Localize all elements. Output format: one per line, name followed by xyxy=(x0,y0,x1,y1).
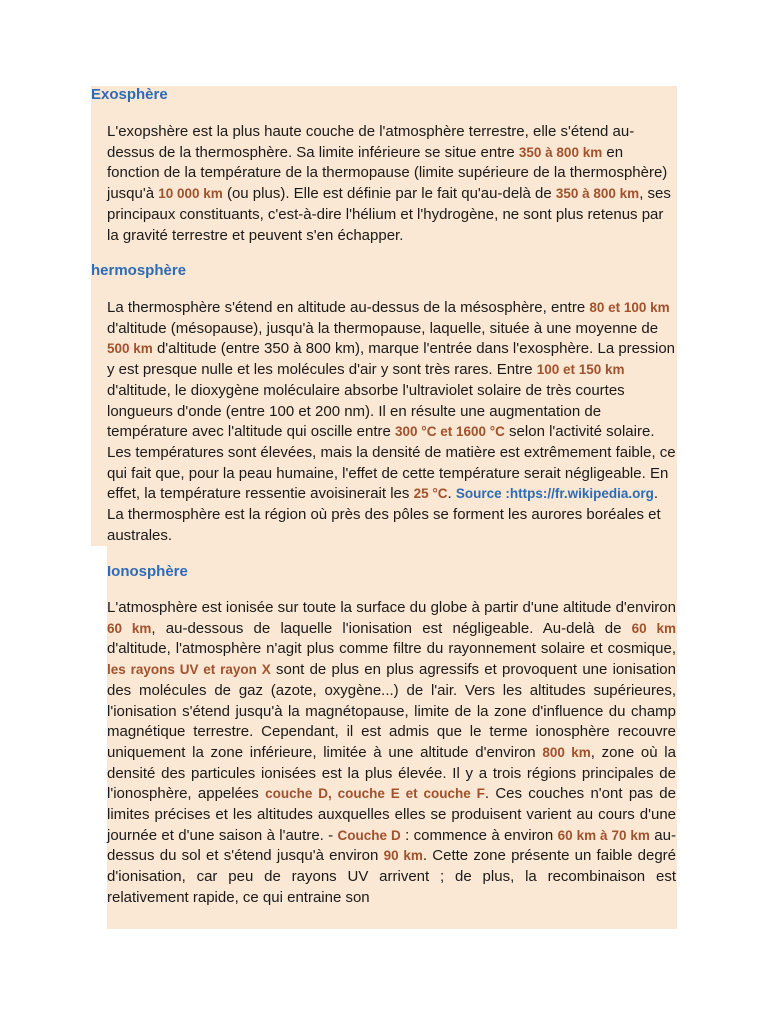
emphasis-value: les rayons UV et rayon X xyxy=(107,662,271,678)
text-run: . La thermosphère est la région où près des pôles se forment les aurores boréales et australes. xyxy=(107,485,661,544)
emphasis-value: 10 000 km xyxy=(158,186,223,202)
emphasis-value: 60 km à 70 km xyxy=(557,827,650,843)
text-run: d'altitude, le dioxygène moléculaire absorbe l'ultraviolet solaire de très courtes longueurs d'onde (entre 100 et 200 nm). Il en résulte une augmentation de température avec l'altitude qui oscille entre xyxy=(107,381,625,441)
section-title-ionosphere: Ionosphère xyxy=(107,563,188,580)
emphasis-value: couche D, couche E et couche F xyxy=(265,786,485,802)
text-run: en fonction de la température de la thermopause (limite supérieure de la thermosphère) jusqu'à xyxy=(107,143,668,203)
emphasis-value: 60 km xyxy=(631,620,677,636)
text-run: L'atmosphère est ionisée sur toute la surface du globe à partir d'une altitude d'environ xyxy=(107,599,676,616)
section-title-exosphere: Exosphère xyxy=(91,86,168,103)
text-run: La thermosphère s'étend en altitude au-dessus de la mésosphère, entre xyxy=(107,299,590,316)
paragraph-thermosphere xyxy=(107,298,677,546)
emphasis-value: 100 et 150 km xyxy=(536,362,625,378)
text-run: d'altitude, l'atmosphère n'agit plus comme filtre du rayonnement solaire et cosmique, xyxy=(107,640,676,658)
text-run: d'altitude (entre 350 à 800 km), marque l'entrée dans l'exosphère. La pression y est presque nulle et les molécules d'air y sont très rares. Entre xyxy=(107,340,676,379)
text-run: L'exopshère est la plus haute couche de l'atmosphère terrestre, elle s'étend au-dessus de la thermosphère. Sa limite inférieure se situe entre xyxy=(107,123,635,161)
paragraph-exosphere xyxy=(107,122,677,246)
text-run: , au-dessous de laquelle l'ionisation est négligeable. Au-delà de xyxy=(151,619,632,637)
text-run: , zone où la densité des particules ionisées est la plus élevée. Il y a trois régions principales de l'ionosphère, appelées xyxy=(107,743,676,803)
emphasis-value: 350 à 800 km xyxy=(518,144,603,160)
text-run: sont de plus en plus agressifs et provoquent une ionisation des molécules de gaz (azote, oxygène...) de l'air. Vers les altitudes supérieures, l'ionisation s'étend jusqu'à la magnétopause, limite de la zone d'influence du champ magnétique terrestre. Cependant, il est admis que le terme ionosphère recouvre uniquement la zone inférieure, limitée à une altitude d'environ xyxy=(107,661,676,761)
paragraph-ionosphere xyxy=(107,598,676,909)
emphasis-value: 90 km xyxy=(383,848,423,864)
emphasis-value: 500 km xyxy=(107,341,153,357)
emphasis-value: 80 et 100 km xyxy=(589,300,670,315)
text-run: (ou plus). Elle est définie par le fait qu'au-delà de xyxy=(222,185,556,203)
text-run: . Cette zone présente un faible degré d'ionisation, car peu de rayons UV arrivent ; de plus, la recombinaison est relativement rapide, ce qui entraine son xyxy=(107,847,676,906)
emphasis-value: 25 °C xyxy=(413,486,448,502)
text-run: . xyxy=(447,485,456,503)
emphasis-value: 300 °C et 1600 °C xyxy=(395,424,505,440)
emphasis-value: Couche D xyxy=(337,827,401,843)
emphasis-value: 350 à 800 km xyxy=(555,186,640,202)
emphasis-value: 800 km xyxy=(542,744,591,760)
text-run: selon l'activité solaire. Les températures sont élevées, mais la densité de matière est extrêmement faible, ce qui fait que, pour la peau humaine, l'effet de cette température serait négligeable. En effet, la température ressentie avoisinerait les xyxy=(107,423,676,503)
text-run: au-dessus du sol et s'étend jusqu'à environ xyxy=(107,826,676,865)
text-run: : commence à environ xyxy=(400,826,558,844)
section-title-thermosphere: hermosphère xyxy=(91,262,187,279)
text-run: . Ces couches n'ont pas de limites précises et les altitudes auxquelles elles se produisent varient au cours d'une journée et d'une saison à l'autre. - xyxy=(107,785,676,844)
text-run: d'altitude (mésopause), jusqu'à la thermopause, laquelle, située à une moyenne de xyxy=(107,319,659,337)
text-run: , ses principaux constituants, c'est-à-dire l'hélium et l'hydrogène, ne sont plus retenus par la gravité terrestre et peuvent s'en échapper. xyxy=(107,185,671,244)
source-link-text: Source :https://fr.wikipedia.org xyxy=(455,486,654,502)
emphasis-value: 60 km xyxy=(107,620,152,636)
